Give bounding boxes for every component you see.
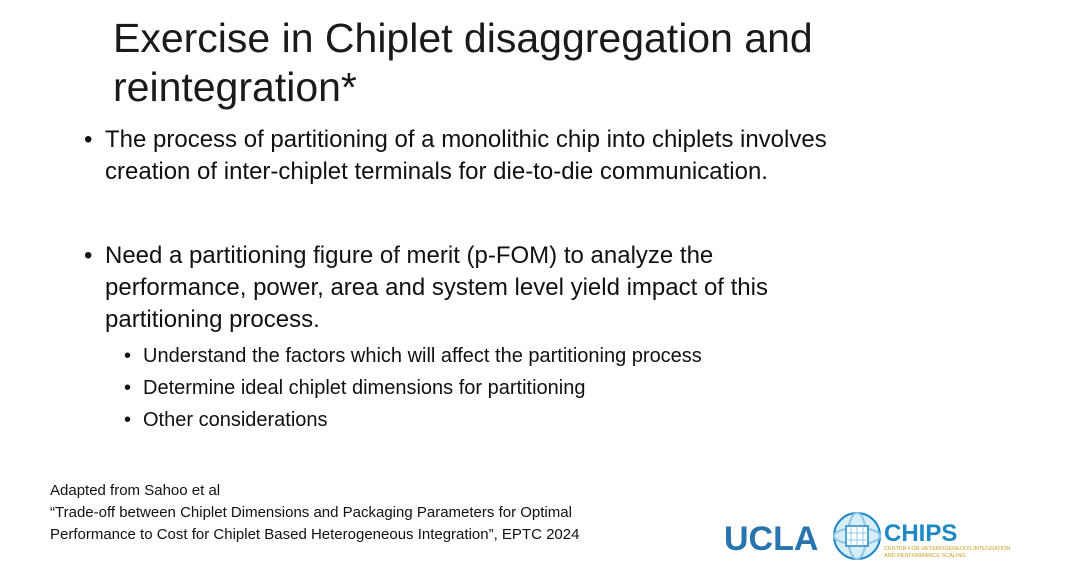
bullet-text-line: performance, power, area and system level yield impact of this bbox=[105, 274, 768, 301]
slide-title bbox=[113, 14, 1013, 112]
citation-line: Performance to Cost for Chiplet Based Heterogeneous Integration”, EPTC 2024 bbox=[50, 526, 580, 543]
bullet-item-partitioning-process bbox=[84, 124, 1044, 188]
ucla-wordmark: UCLA bbox=[724, 520, 819, 558]
citation-line: Adapted from Sahoo et al bbox=[50, 482, 221, 499]
sub-bullet-item: • Other considerations bbox=[124, 404, 1044, 436]
bullet-text-line: partitioning process. bbox=[105, 306, 320, 333]
globe-icon bbox=[834, 513, 880, 559]
chips-tagline-line-1: CENTER FOR HETEROGENEOUS INTEGRATION bbox=[884, 546, 1011, 552]
citation-line: “Trade-off between Chiplet Dimensions and Packaging Parameters for Optimal bbox=[50, 504, 572, 521]
bullet-text-line: • Need a partitioning figure of merit (p-FOM) to analyze the bbox=[105, 242, 714, 269]
chips-tagline-line-2: AND PERFORMANCE SCALING bbox=[884, 553, 966, 559]
chips-wordmark: CHIPS bbox=[884, 520, 958, 547]
bullet-item-p-fom bbox=[84, 240, 1044, 336]
bullet-text-line: • The process of partitioning of a monolithic chip into chiplets involves bbox=[105, 126, 827, 153]
sub-bullet-item: • Determine ideal chiplet dimensions for partitioning bbox=[124, 372, 1044, 404]
sub-bullet-list bbox=[124, 340, 1044, 436]
ucla-chips-logo-graphic bbox=[724, 510, 1011, 562]
sub-bullet-item: • Understand the factors which will affect the partitioning process bbox=[124, 340, 1044, 372]
bullet-text-line: creation of inter-chiplet terminals for die-to-die communication. bbox=[105, 158, 768, 185]
slide-title-line-2: reintegration* bbox=[113, 64, 357, 110]
citation bbox=[50, 480, 710, 546]
slide-title-line-1: Exercise in Chiplet disaggregation and bbox=[113, 15, 813, 61]
ucla-chips-logo bbox=[724, 510, 1011, 562]
bullet-list bbox=[84, 124, 1044, 436]
